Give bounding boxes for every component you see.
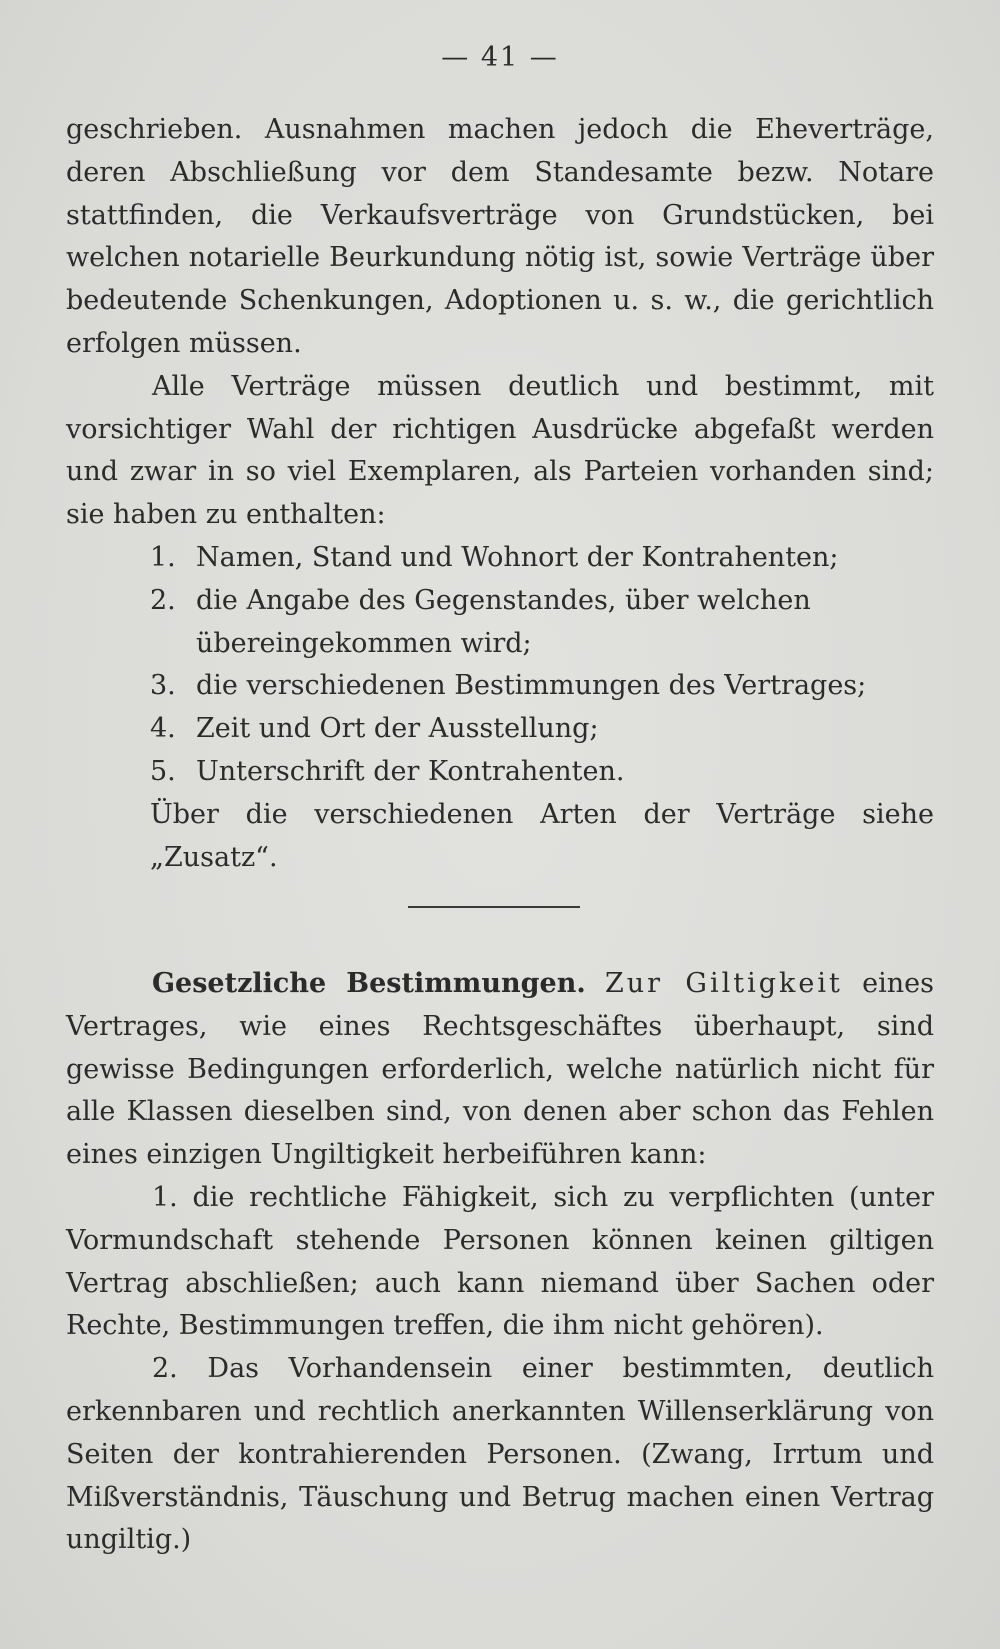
- requirements-list: [66, 537, 934, 794]
- list-item-text: Namen, Stand und Wohnort der Kontrahenten;: [196, 541, 839, 573]
- list-item-text: die Angabe des Gegenstandes, über welchen übereingekommen wird;: [196, 584, 811, 659]
- list-item: [66, 751, 934, 794]
- list-item-number: 1.: [150, 541, 176, 573]
- condition-paragraph-2: 2. Das Vorhandensein einer bestimmten, deutlich erkennbaren und rechtlich anerkannten Willenserklärung von Seiten der kontrahierenden Personen. (Zwang, Irrtum und Mißverständnis, Täuschung und Betrug machen einen Vertrag ungiltig.): [66, 1353, 934, 1556]
- condition-paragraph-1: 1. die rechtliche Fähigkeit, sich zu verpflichten (unter Vormundschaft stehende Personen können keinen giltigen Vertrag abschließen; auch kann niemand über Sachen oder Rechte, Bestimmungen treffen, die ihm nicht gehören).: [66, 1181, 934, 1342]
- contracts-paragraph: Alle Verträge müssen deutlich und bestimmt, mit vorsichtiger Wahl der richtigen Ausdrücke abgefaßt werden und zwar in so viel Exemplaren, als Parteien vorhanden sind; sie haben zu enthalten:: [66, 370, 934, 531]
- legal-intro-paragraph: [66, 963, 934, 1177]
- section-divider: [408, 906, 580, 908]
- emphasized-lead: Zur Giltigkeit: [605, 968, 843, 999]
- list-item-text: Unterschrift der Kontrahenten.: [196, 755, 625, 787]
- list-item: [66, 537, 934, 580]
- list-item-number: 3.: [150, 670, 176, 702]
- list-item: [66, 665, 934, 708]
- intro-paragraph: geschrieben. Ausnahmen machen jedoch die Eheverträge, deren Abschließung vor dem Standesamte bezw. Notare stattfinden, die Verkaufsverträge von Grundstücken, bei welchen notarielle Beurkundung nötig ist, sowie Verträge über bedeutende Schenkungen, Adoptionen u. s. w., die gerichtlich erfolgen müssen.: [66, 114, 934, 359]
- legal-intro-text: eines Vertrages, wie eines Rechtsgeschäftes überhaupt, sind gewisse Bedingungen erforderlich, welche natürlich nicht für alle Klassen dieselben sind, von denen aber schon das Fehlen eines einzigen Ungiltigkeit herbeiführen kann:: [66, 968, 934, 1171]
- list-item-text: die verschiedenen Bestimmungen des Vertrages;: [196, 670, 867, 702]
- upper-text-block: [66, 109, 934, 879]
- list-item-text: Zeit und Ort der Ausstellung;: [196, 713, 599, 745]
- list-item: [66, 708, 934, 751]
- section-heading: Gesetzliche Bestimmungen.: [152, 968, 586, 999]
- page-number: — 41 —: [441, 42, 559, 73]
- list-item-number: 4.: [150, 713, 176, 745]
- list-item: [66, 580, 934, 666]
- reference-note: Über die verschiedenen Arten der Verträge siehe „Zusatz“.: [150, 798, 934, 873]
- list-item-number: 5.: [150, 755, 176, 787]
- list-item-number: 2.: [150, 584, 176, 616]
- legal-section: [66, 963, 934, 1562]
